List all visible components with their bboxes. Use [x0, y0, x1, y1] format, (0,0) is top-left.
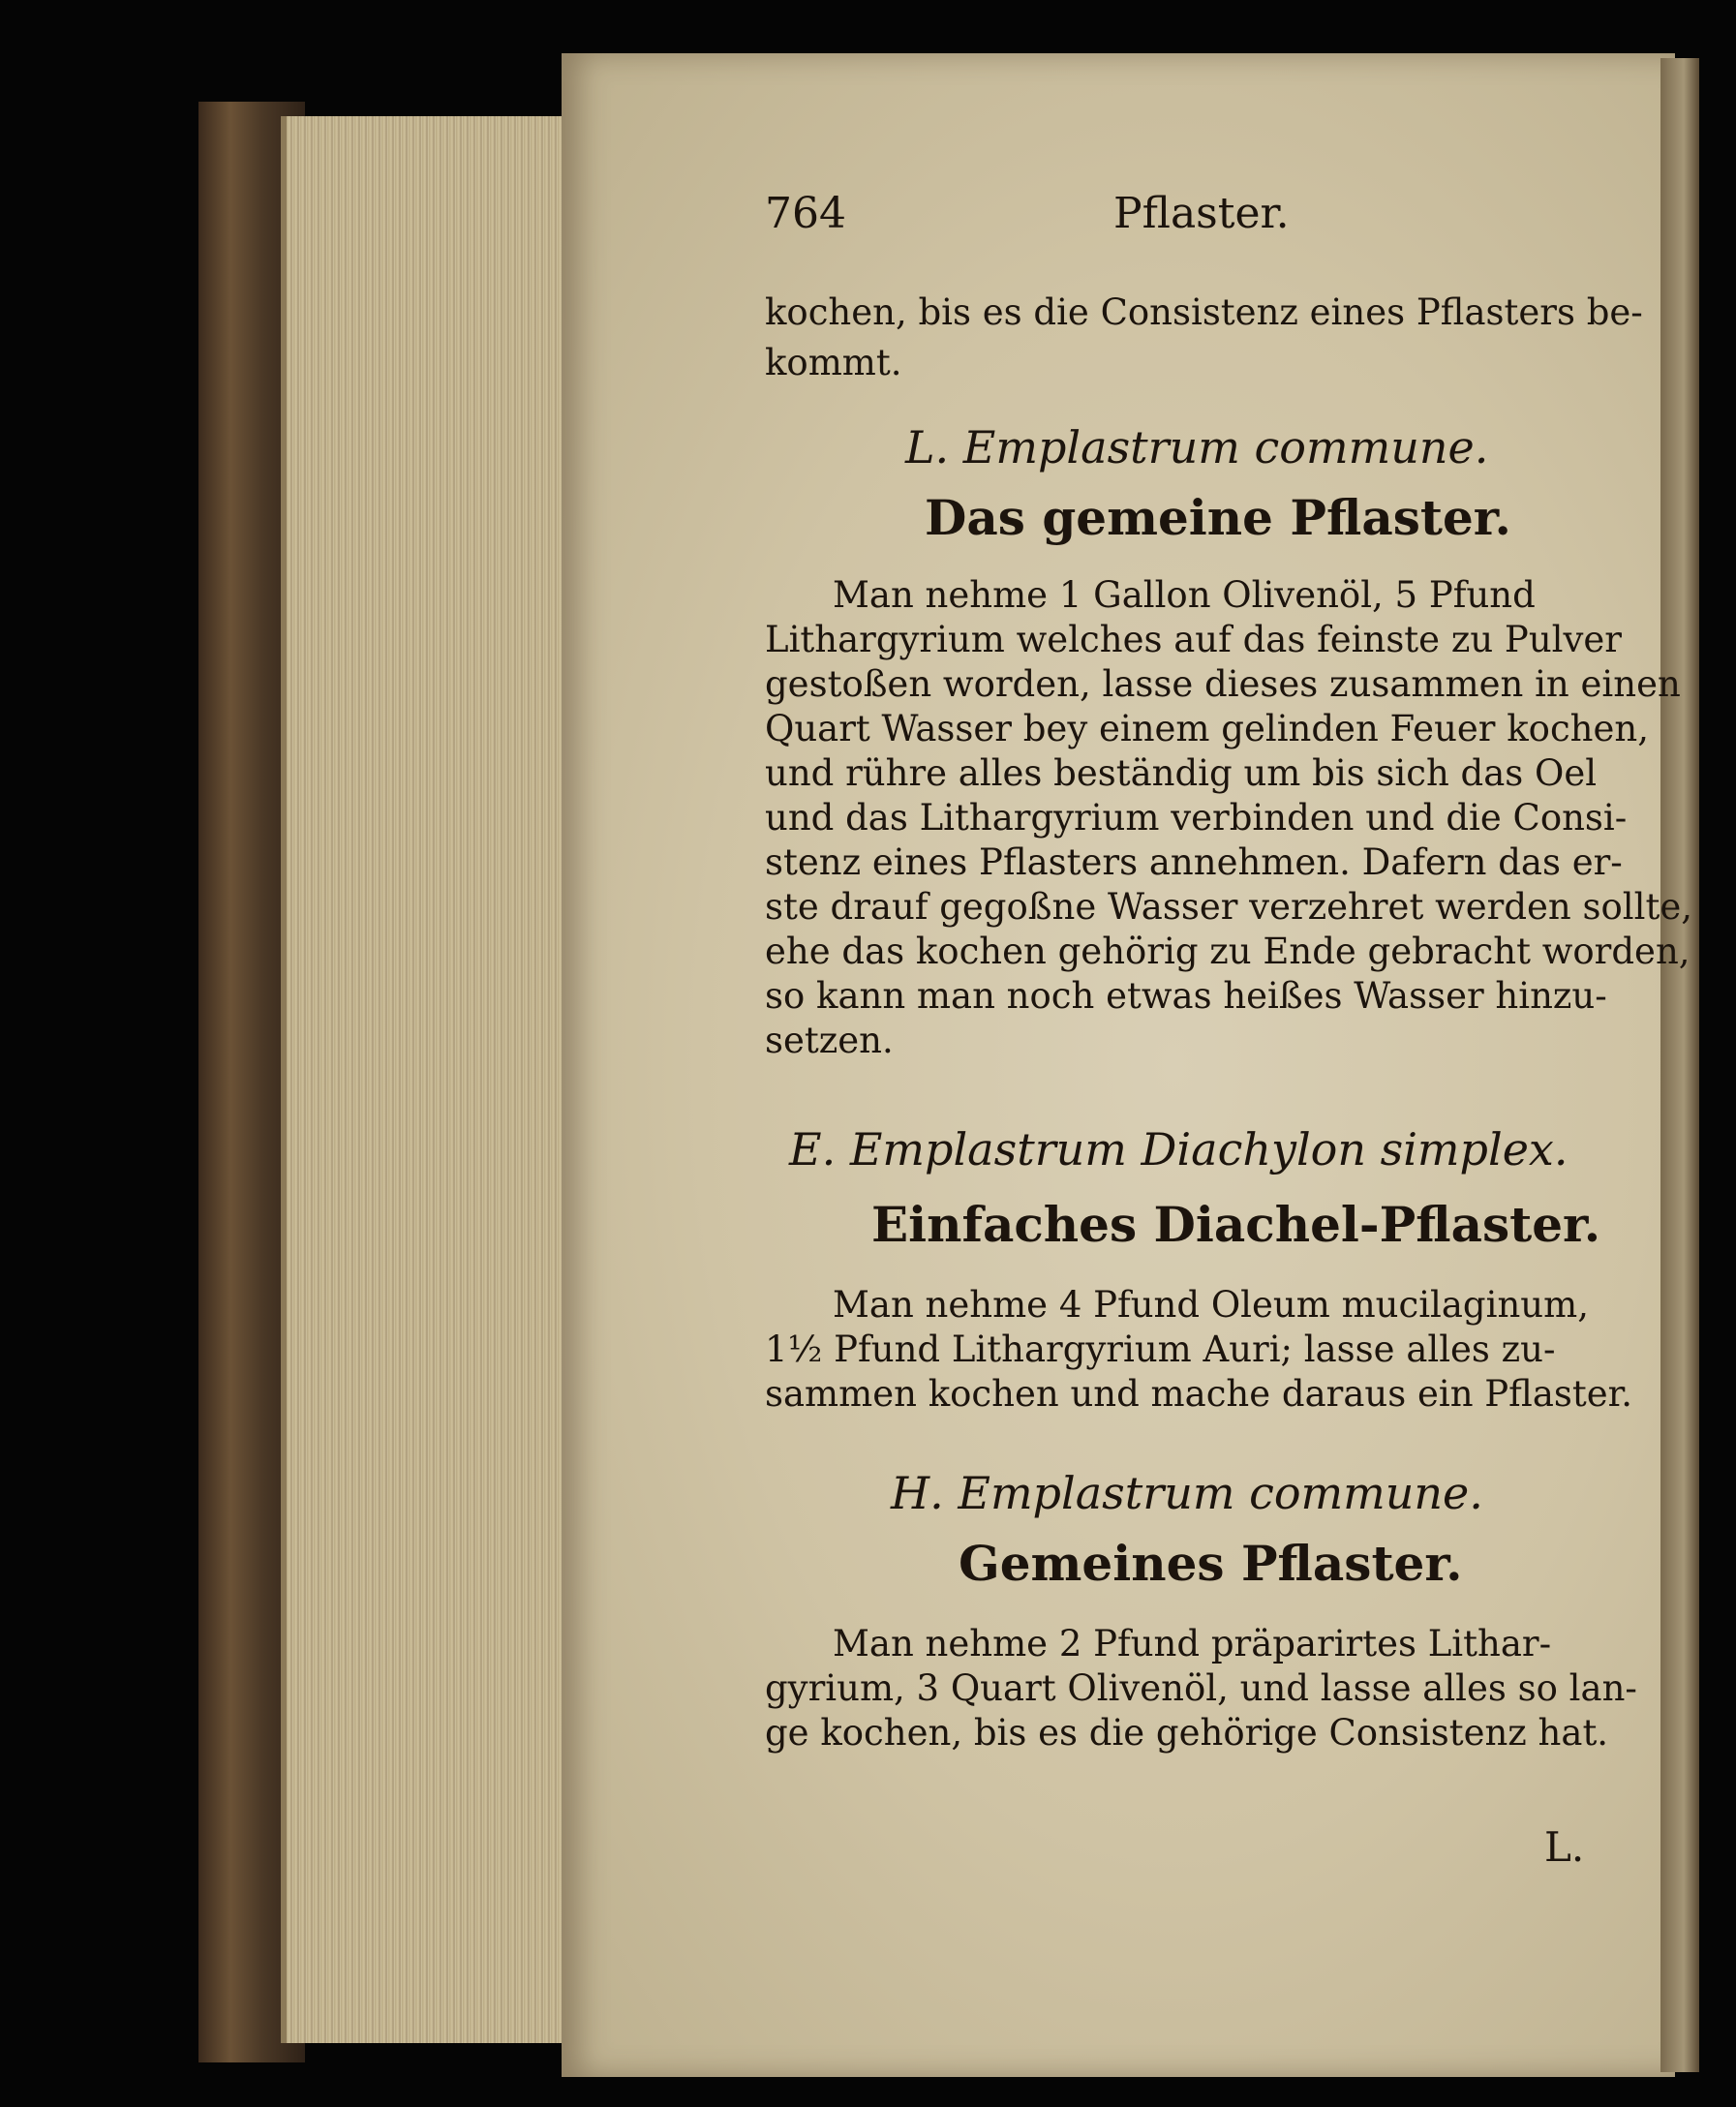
text-line: so kann man noch etwas heißes Wasser hinzu- — [765, 975, 1607, 1017]
text-line: Man nehme 1 Gallon Olivenöl, 5 Pfund — [833, 574, 1536, 616]
page-number: 764 — [765, 189, 846, 238]
book-page — [562, 53, 1675, 2077]
text-line: gestoßen worden, lasse dieses zusammen in einen — [765, 663, 1681, 705]
text-line: Man nehme 4 Pfund Oleum mucilaginum, — [833, 1284, 1589, 1326]
page-edges — [281, 116, 567, 2043]
section-latin-title: H. Emplastrum commune. — [891, 1467, 1483, 1519]
section-german-title: Gemeines Pflaster. — [959, 1535, 1463, 1592]
text-line: stenz eines Pflasters annehmen. Dafern das er- — [765, 841, 1623, 883]
text-line: gyrium, 3 Quart Olivenöl, und lasse alles so lan- — [765, 1667, 1637, 1709]
text-line: kommt. — [765, 342, 902, 383]
text-line: kochen, bis es die Consistenz eines Pflasters be- — [765, 291, 1643, 333]
text-line: Lithargyrium welches auf das feinste zu Pulver — [765, 619, 1622, 660]
text-line: ehe das kochen gehörig zu Ende gebracht worden, — [765, 931, 1690, 972]
text-line: setzen. — [765, 1020, 894, 1061]
page-gutter — [1660, 58, 1699, 2072]
text-line: und rühre alles beständig um bis sich das Oel — [765, 752, 1598, 794]
section-german-title: Das gemeine Pflaster. — [925, 489, 1511, 546]
catchword: L. — [1544, 1823, 1585, 1871]
running-title: Pflaster. — [1113, 189, 1290, 238]
text-line: ste drauf gegoßne Wasser verzehret werden sollte, — [765, 886, 1692, 928]
section-german-title: Einfaches Diachel-Pflaster. — [871, 1196, 1601, 1253]
section-latin-title: E. Emplastrum Diachylon simplex. — [789, 1123, 1568, 1176]
text-line: Man nehme 2 Pfund präparirtes Lithar- — [833, 1623, 1552, 1664]
text-line: sammen kochen und mache daraus ein Pflaster. — [765, 1373, 1633, 1415]
text-line: ge kochen, bis es die gehörige Consistenz hat. — [765, 1712, 1609, 1754]
text-line: 1½ Pfund Lithargyrium Auri; lasse alles zu- — [765, 1328, 1556, 1370]
text-line: Quart Wasser bey einem gelinden Feuer kochen, — [765, 708, 1649, 749]
text-line: und das Lithargyrium verbinden und die Consi- — [765, 797, 1628, 839]
section-latin-title: L. Emplastrum commune. — [905, 421, 1489, 473]
